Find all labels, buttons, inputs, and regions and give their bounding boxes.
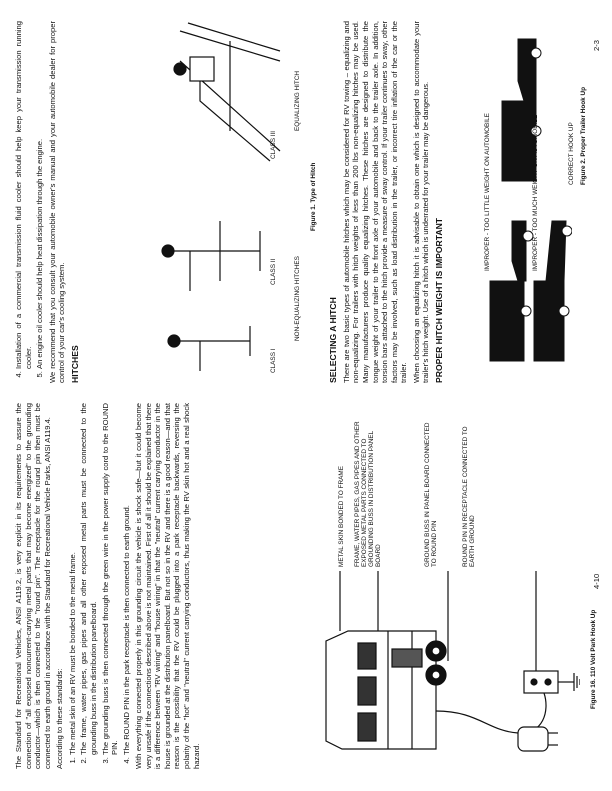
- hookup-little-label: IMPROPER - TOO LITTLE WEIGHT ON AUTOMOBILE: [484, 113, 491, 271]
- intro-paragraph: The Standard for Recreational Vehicles, ANSI A119.2, is very explicit in its requirements to assure the connection of "all exposed noncurrent-carrying metal parts that may become energized" to the grounding conductor—which is then connected to the "round pin". The receptacle for the round pin then must be connected to earth ground in accordance with the Standard for Recreational Vehicle Parks, ANSI A119.4.: [14, 403, 52, 769]
- equalizing-label: EQUALIZING HITCH: [294, 70, 301, 131]
- figure16-label-frame: FRAME, WATER PIPES, GAS PIPES AND OTHER EXPOSED METAL PARTS CONNECTED TO GROUNDING BUSS IN DISTRIBUTION PANEL BOARD: [354, 421, 383, 567]
- warning-paragraph: With everything connected properly in this grounding circuit the vehicle is shock safe—but it could become very unsafe if the connections described above is not maintained. First of all it should be explained that there is a difference between "RV wiring" and "house wiring" in that the "neutral" current carrying conductor in the house is grounded at the distribution panelboard. But not so in the RV and there is a good reason—and that reason is the possibility that the RV could be plugged into a park receptacle backwards, reversing the polarity of the "hot" and "neutral" current carrying conductors, thus making the RV skin hot and a real shock hazard.: [134, 403, 201, 769]
- standards-list: [68, 403, 131, 769]
- selecting-paragraph-1: There are two basic types of automobile hitches which may be considered for RV towing – equalizing and non-equalizing. For trailers with hitch weights of less than 200 lbs non-equalizing hitches may be used. Many manufacturers produce quality equalizing hitches. These hitches are designed to distribute the tongue weight of your trailer to the front axle of your automobile and back to the trailer axle. In addition, torsion bars attached to the hitch provide a measure of sway control. If your trailer continues to sway, other factors may be involved, such as load distribution in the trailer, or incorrect tire inflation of the car or the trailer.: [341, 21, 409, 383]
- selecting-heading: SELECTING A HITCH: [328, 297, 338, 383]
- figure1-caption: Figure 1. Type of Hitch: [310, 162, 317, 231]
- cooling-item: 5. An engine oil cooler should help heat dissipation through the engine.: [35, 21, 45, 369]
- hitch-types-figure: [160, 21, 330, 381]
- standard-item: 2. The frame, water pipes, gas pipes and all other exposed metal parts must be connected to the grounding buss in the distribution panelboard.: [79, 403, 98, 755]
- figure2-caption: Figure 2. Proper Trailer Hook Up: [580, 86, 587, 185]
- non-equalizing-label: NON-EQUALIZING HITCHES: [294, 256, 301, 341]
- class2-label: CLASS II: [270, 258, 277, 285]
- right-page: [14, 21, 84, 383]
- selecting-section: [326, 21, 448, 383]
- standard-item: 4. The ROUND PIN in the park receptacle is then connected to earth ground.: [122, 403, 132, 755]
- selecting-paragraph-2: When choosing an equalizing hitch it is advisable to obtain one which is designed to accommodate your trailer's hitch weight. Use of a hitch which is underrated for your trailer may be dangerous.: [411, 21, 431, 383]
- hookup-much-label: IMPROPER - TOO MUCH WEIGHT ON AUTOMOBILE: [532, 114, 539, 271]
- left-page: [14, 403, 204, 769]
- cooling-list: [14, 21, 45, 383]
- standards-lead: According to these standards:: [55, 668, 65, 769]
- right-page-number: 2-3: [592, 40, 601, 51]
- hookup-correct-label: CORRECT HOOK UP: [568, 122, 575, 185]
- park-hookup-figure: [318, 571, 580, 771]
- figure16-label-buss: GROUND BUSS IN PANEL BOARD CONNECTED TO ROUND PIN: [424, 422, 439, 567]
- class1-label: CLASS I: [270, 348, 277, 373]
- cooling-item: 4. Installation of a commercial transmission fluid cooler should help keep your transmission running cooler.: [14, 21, 33, 369]
- recommend-paragraph: We recommend that you consult your automobile owner's manual and your automobile dealer for proper control of your car's cooling system.: [47, 21, 67, 383]
- figure16-label-round-pin: ROUND PIN IN RECEPTACLE CONNECTED TO EARTH GROUND: [462, 426, 477, 567]
- standard-item: 1. The metal skin of an RV must be bonded to the metal frame.: [68, 403, 78, 755]
- figure16-label-skin: METAL SKIN BONDED TO FRAME: [338, 466, 345, 567]
- left-page-number: 4-10: [592, 573, 601, 589]
- proper-weight-heading: PROPER HITCH WEIGHT IS IMPORTANT: [433, 217, 444, 383]
- figure16-caption: Figure 16. 110 Volt Park Hook Up: [590, 609, 597, 709]
- hitches-heading: HITCHES: [69, 345, 80, 383]
- standard-item: 3. The grounding buss is then connected through the green wire in the power supply cord to the ROUND PIN.: [101, 403, 120, 755]
- class3-label: CLASS III: [270, 130, 277, 159]
